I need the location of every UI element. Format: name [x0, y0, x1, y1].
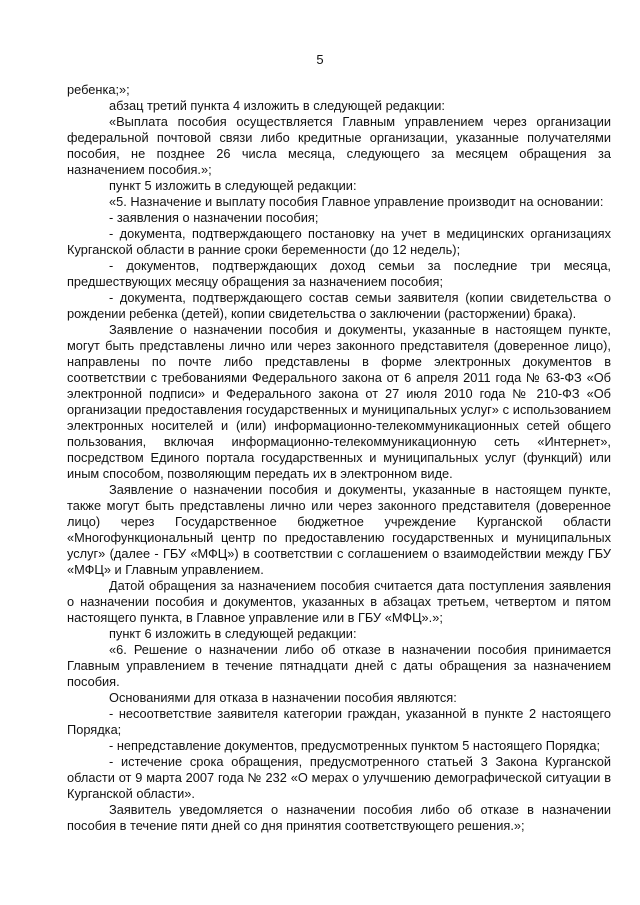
paragraph: - непредставление документов, предусмотренных пунктом 5 настоящего Порядка;	[109, 738, 601, 753]
paragraph: - несоответствие заявителя категории граждан, указанной в пункте 2 настоящего Порядка;	[67, 706, 611, 737]
paragraph: пункт 5 изложить в следующей редакции:	[109, 178, 357, 193]
paragraph: - документов, подтверждающих доход семьи за последние три месяца, предшествующих месяцу обращения за назначением пособия;	[67, 258, 611, 289]
paragraph: Заявление о назначении пособия и документы, указанные в настоящем пункте, могут быть представлены лично или через законного представителя (доверенное лицо), направлены по почте либо представлены в форме электронных документов в соответствии с требованиями Федерального закона от 6 апреля 2011 года № 63-ФЗ «Об электронной подписи» и Федерального закона от 27 июля 2010 года № 210-ФЗ «Об организации предоставления государственных и муниципальных услуг» с использованием электронных носителей и (или) информационно-телекоммуникационных сетей общего пользования, включая информационно-телекоммуникационную сеть «Интернет», посредством Единого портала государственных и муниципальных услуг (функций) или иным способом, позволяющим передать их в электронном виде.	[67, 322, 611, 481]
paragraph: «6. Решение о назначении либо об отказе в назначении пособия принимается Главным управлением в течение пятнадцати дней с даты обращения за назначением пособия.	[67, 642, 611, 689]
paragraph: Заявление о назначении пособия и документы, указанные в настоящем пункте, также могут быть представлены лично или через законного представителя (доверенное лицо) через Государственное бюджетное учреждение Курганской области «Многофункциональный центр по предоставлению государственных и муниципальных услуг» (далее - ГБУ «МФЦ») в соответствии с соглашением о взаимодействии между ГБУ «МФЦ» и Главным управлением.	[67, 482, 611, 577]
paragraph: «Выплата пособия осуществляется Главным управлением через организации федеральной почтовой связи либо кредитные организации, указанные получателями пособия, не позднее 26 числа месяца, следующего за месяцем обращения за назначением пособия.»;	[67, 114, 611, 177]
paragraph: Заявитель уведомляется о назначении пособия либо об отказе в назначении пособия в течение пяти дней со дня принятия соответствующего решения.»;	[67, 802, 611, 833]
paragraph: - документа, подтверждающего постановку на учет в медицинских организациях Курганской области в ранние сроки беременности (до 12 недель);	[67, 226, 611, 257]
paragraph: Основаниями для отказа в назначении пособия являются:	[109, 690, 457, 705]
paragraph: «5. Назначение и выплату пособия Главное управление производит на основании:	[109, 194, 604, 209]
paragraph: ребенка;»;	[67, 82, 130, 97]
paragraph: - истечение срока обращения, предусмотренного статьей 3 Закона Курганской области от 9 марта 2007 года № 232 «О мерах о улучшению демографической ситуации в Курганской области».	[67, 754, 611, 801]
page-number: 5	[316, 52, 324, 67]
paragraph: - заявления о назначении пособия;	[109, 210, 319, 225]
paragraph: пункт 6 изложить в следующей редакции:	[109, 626, 357, 641]
paragraph: абзац третий пункта 4 изложить в следующей редакции:	[109, 98, 445, 113]
paragraph: - документа, подтверждающего состав семьи заявителя (копии свидетельства о рождении ребенка (детей), копии свидетельства о заключении (расторжении) брака).	[67, 290, 611, 321]
paragraph: Датой обращения за назначением пособия считается дата поступления заявления о назначении пособия и документов, указанных в абзацах третьем, четвертом и пятом настоящего пункта, в Главное управление или в ГБУ «МФЦ».»;	[67, 578, 611, 625]
document-body	[67, 82, 611, 834]
